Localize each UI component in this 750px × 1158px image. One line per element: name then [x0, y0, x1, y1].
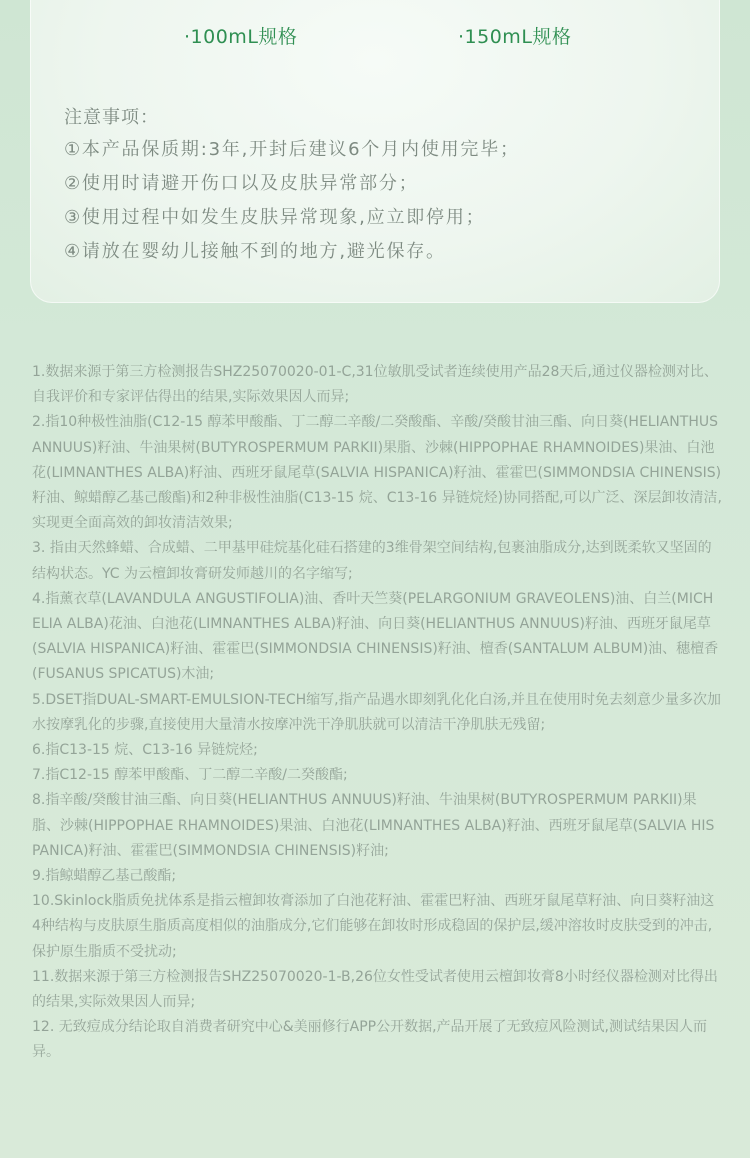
footnote-7: 7.指C12-15 醇苯甲酸酯、丁二醇二辛酸/二癸酸酯;: [32, 767, 348, 784]
footnote-9: 9.指鲸蜡醇乙基己酸酯;: [32, 868, 177, 885]
notice-card: [30, 0, 720, 303]
footnote-6: 6.指C13-15 烷、C13-16 异链烷烃;: [32, 742, 258, 759]
footnote-11: 11.数据来源于第三方检测报告SHZ25070020-1-B,26位女性受试者使用云檀卸妆膏8小时经仪器检测对比得出的结果,实际效果因人而异;: [32, 968, 718, 1011]
footnote-12: 12. 无致痘成分结论取自消费者研究中心&美丽修行APP公开数据,产品开展了无致痘风险测试,测试结果因人而异。: [32, 1019, 707, 1061]
notice-item: ④请放在婴幼儿接触不到的地方,避光保存。: [64, 241, 446, 262]
notice-item: ③使用过程中如发生皮肤异常现象,应立即停用；: [64, 207, 486, 228]
footnote-4: 4.指薰衣草(LAVANDULA ANGUSTIFOLIA)油、香叶天竺葵(PELARGONIUM GRAVEOLENS)油、白兰(MICHELIA ALBA)花油、白池花(LIMNANTHES ALBA)籽油、向日葵(HELIANTHUS ANNUUS)籽油、西班牙鼠尾草(SALVIA HISPANICA)籽油、霍霍巴(SIMMONDSIA CHINENSIS)籽油、檀香(SANTALUM ALBUM)油、穗檀香(FUSANUS SPICATUS)木油;: [32, 590, 719, 683]
footnote-5: 5.DSET指DUAL-SMART-EMULSION-TECH缩写,指产品遇水即刻乳化化白汤,并且在使用时免去刻意少量多次加水按摩乳化的步骤,直接使用大量清水按摩冲洗干净肌肤就可以清洁干净肌肤无残留;: [32, 691, 722, 733]
spec-150ml-label: ·150mL规格: [458, 26, 572, 48]
notice-list: [64, 133, 520, 269]
footnotes: [32, 360, 722, 1066]
footnote-1: 1.数据来源于第三方检测报告SHZ25070020-01-C,31位敏肌受试者连续使用产品28天后,通过仪器检测对比、自我评价和专家评估得出的结果,实际效果因人而异;: [32, 364, 718, 406]
notice-title: 注意事项：: [64, 107, 159, 128]
footnote-2: 2.指10种极性油脂(C12-15 醇苯甲酸酯、丁二醇二辛酸/二癸酸酯、辛酸/癸酸甘油三酯、向日葵(HELIANTHUS ANNUUS)籽油、牛油果树(BUTYROSPERMUM PARKII)果脂、沙棘(HIPPOPHAE RHAMNOIDES)果油、白池花(LIMNANTHES ALBA)籽油、西班牙鼠尾草(SALVIA HISPANICA)籽油、霍霍巴(SIMMONDSIA CHINENSIS)籽油、鲸蜡醇乙基己酸酯)和2种非极性油脂(C13-15 烷、C13-16 异链烷烃)协同搭配,可以广泛、深层卸妆清洁,实现更全面高效的卸妆清洁效果;: [32, 414, 723, 532]
notice-item: ①本产品保质期:3年,开封后建议6个月内使用完毕；: [64, 139, 520, 160]
notice-item: ②使用时请避开伤口以及皮肤异常部分；: [64, 173, 419, 194]
spec-100ml-label: ·100mL规格: [184, 26, 298, 48]
footnote-10: 10.Skinlock脂质免扰体系是指云檀卸妆膏添加了白池花籽油、霍霍巴籽油、西班牙鼠尾草籽油、向日葵籽油这4种结构与皮肤原生脂质高度相似的油脂成分,它们能够在卸妆时形成稳固的保护层,缓冲溶妆时皮肤受到的冲击,保护原生脂质不受扰动;: [32, 893, 715, 960]
footnote-8: 8.指辛酸/癸酸甘油三酯、向日葵(HELIANTHUS ANNUUS)籽油、牛油果树(BUTYROSPERMUM PARKII)果脂、沙棘(HIPPOPHAE RHAMNOIDES)果油、白池花(LIMNANTHES ALBA)籽油、西班牙鼠尾草(SALVIA HISPANICA)籽油、霍霍巴(SIMMONDSIA CHINENSIS)籽油;: [32, 792, 715, 859]
footnote-3: 3. 指由天然蜂蜡、合成蜡、二甲基甲硅烷基化硅石搭建的3维骨架空间结构,包裹油脂成分,达到既柔软又坚固的结构状态。YC 为云檀卸妆膏研发师越川的名字缩写;: [32, 540, 712, 582]
